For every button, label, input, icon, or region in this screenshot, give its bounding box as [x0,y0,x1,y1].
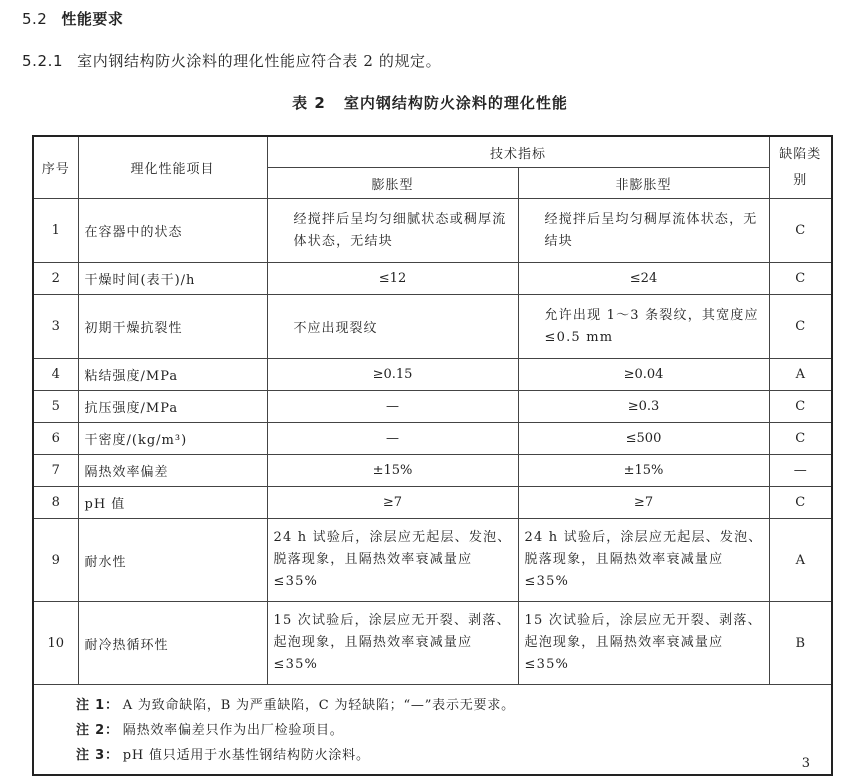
note-label: 注 3： [76,748,119,763]
row-defect: C [769,487,832,519]
table-notes [33,685,832,776]
row-number: 3 [33,295,78,359]
note-1 [76,693,823,718]
row-defect: C [769,391,832,423]
header-tech: 技术指标 [267,136,769,168]
row-item: pH 值 [78,487,267,519]
row-number: 4 [33,359,78,391]
row-non-expanding: 15 次试验后，涂层应无开裂、剥落、起泡现象，且隔热效率衰减量应≤35% [518,602,769,685]
row-expanding: ≥0.15 [267,359,518,391]
row-non-expanding: ±15% [518,455,769,487]
row-expanding: — [267,423,518,455]
notes-row [33,685,832,776]
clause-number: 5.2.1 [22,52,64,70]
page-number: 3 [801,756,810,771]
row-number: 1 [33,199,78,263]
clause-text: 室内钢结构防火涂料的理化性能应符合表 2 的规定。 [77,52,442,70]
note-text: 隔热效率偏差只作为出厂检验项目。 [122,723,344,738]
row-non-expanding: 经搅拌后呈均匀稠厚流体状态，无结块 [518,199,769,263]
table-row [33,602,832,685]
row-item: 在容器中的状态 [78,199,267,263]
row-non-expanding: ≥7 [518,487,769,519]
note-3 [76,743,823,768]
properties-table [32,135,833,776]
row-non-expanding: ≥0.04 [518,359,769,391]
row-defect: C [769,423,832,455]
section-heading [22,8,123,29]
row-defect: — [769,455,832,487]
table-row [33,263,832,295]
row-defect: B [769,602,832,685]
row-non-expanding: 允许出现 1～3 条裂纹，其宽度应≤0.5 mm [518,295,769,359]
row-item: 干密度/(kg/m³) [78,423,267,455]
row-item: 干燥时间(表干)/h [78,263,267,295]
row-non-expanding: ≤24 [518,263,769,295]
row-number: 6 [33,423,78,455]
row-non-expanding: 24 h 试验后，涂层应无起层、发泡、脱落现象，且隔热效率衰减量应≤35% [518,519,769,602]
row-item: 隔热效率偏差 [78,455,267,487]
row-number: 10 [33,602,78,685]
table-row [33,455,832,487]
table-row [33,519,832,602]
note-text: A 为致命缺陷，B 为严重缺陷，C 为轻缺陷；“—”表示无要求。 [122,698,515,713]
row-expanding: — [267,391,518,423]
header-defect: 缺陷类别 [769,136,832,199]
table-row [33,391,832,423]
section-title: 性能要求 [61,10,124,28]
row-item: 初期干燥抗裂性 [78,295,267,359]
table-row [33,295,832,359]
note-label: 注 1： [76,698,119,713]
row-expanding: ≥7 [267,487,518,519]
note-text: pH 值只适用于水基性钢结构防火涂料。 [122,748,370,763]
row-defect: A [769,359,832,391]
note-2 [76,718,823,743]
header-non-expanding: 非膨胀型 [518,168,769,199]
header-seq: 序号 [33,136,78,199]
table-row [33,487,832,519]
row-number: 2 [33,263,78,295]
note-label: 注 2： [76,723,119,738]
row-expanding: 24 h 试验后，涂层应无起层、发泡、脱落现象，且隔热效率衰减量应≤35% [267,519,518,602]
row-non-expanding: ≥0.3 [518,391,769,423]
row-expanding: 不应出现裂纹 [267,295,518,359]
row-item: 抗压强度/MPa [78,391,267,423]
row-number: 5 [33,391,78,423]
row-item: 耐水性 [78,519,267,602]
row-number: 8 [33,487,78,519]
row-number: 9 [33,519,78,602]
table-caption-number: 表 2 [292,94,326,112]
row-expanding: ≤12 [267,263,518,295]
row-non-expanding: ≤500 [518,423,769,455]
row-number: 7 [33,455,78,487]
header-expanding: 膨胀型 [267,168,518,199]
table-row [33,199,832,263]
row-item: 耐冷热循环性 [78,602,267,685]
row-defect: C [769,263,832,295]
row-defect: C [769,295,832,359]
table-caption-title: 室内钢结构防火涂料的理化性能 [343,94,568,112]
section-number: 5.2 [22,10,48,28]
table-row [33,423,832,455]
row-expanding: ±15% [267,455,518,487]
table-row [33,359,832,391]
clause-paragraph [22,50,441,71]
row-expanding: 15 次试验后，涂层应无开裂、剥落、起泡现象，且隔热效率衰减量应≤35% [267,602,518,685]
row-expanding: 经搅拌后呈均匀细腻状态或稠厚流体状态，无结块 [267,199,518,263]
row-defect: C [769,199,832,263]
table-caption [0,92,860,113]
row-defect: A [769,519,832,602]
header-item: 理化性能项目 [78,136,267,199]
row-item: 粘结强度/MPa [78,359,267,391]
